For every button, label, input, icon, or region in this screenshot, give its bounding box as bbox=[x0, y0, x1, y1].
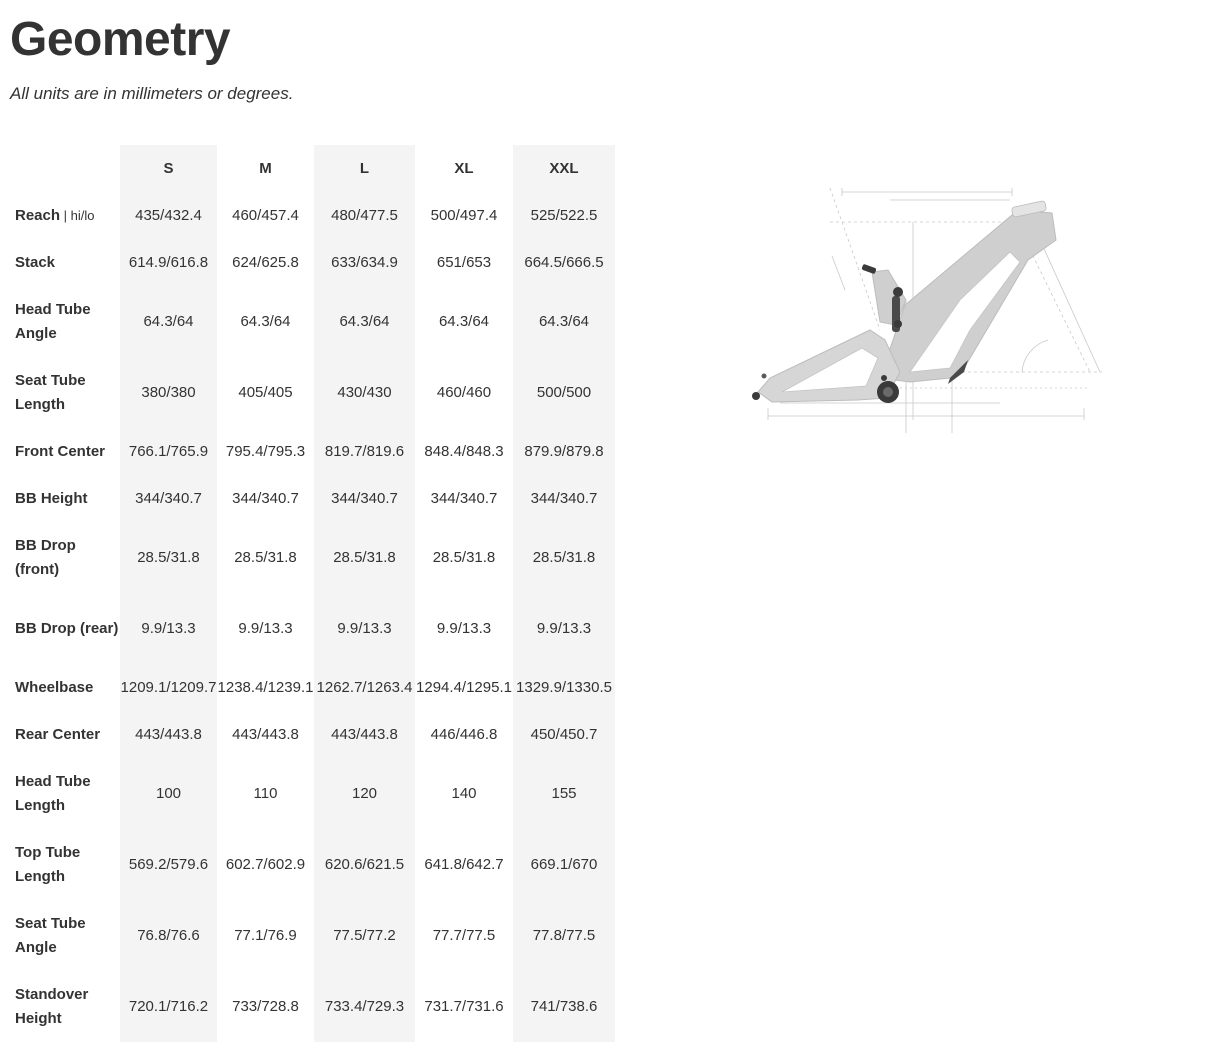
row-label bbox=[10, 192, 120, 239]
table-cell: 460/460 bbox=[436, 384, 492, 401]
row-label: BB Drop (rear) bbox=[15, 619, 119, 637]
size-header: XXL bbox=[549, 160, 579, 177]
table-cell: 28.5/31.8 bbox=[532, 549, 596, 566]
table-cell: 435/432.4 bbox=[135, 207, 202, 224]
table-cell: 380/380 bbox=[141, 384, 196, 401]
geometry-diagram bbox=[745, 178, 1115, 440]
table-cell: 651/653 bbox=[436, 254, 492, 271]
table-cell: 9.9/13.3 bbox=[536, 620, 592, 637]
geometry-table bbox=[10, 145, 615, 1042]
table-cell: 64.3/64 bbox=[438, 313, 490, 330]
table-cell: 766.1/765.9 bbox=[128, 443, 209, 460]
table-cell: 641.8/642.7 bbox=[424, 856, 504, 873]
table-cell: 64.3/64 bbox=[538, 313, 590, 330]
table-cell: 848.4/848.3 bbox=[424, 443, 504, 460]
row-label: Head Tube Length bbox=[15, 772, 91, 814]
table-row bbox=[10, 475, 615, 522]
table-cell: 569.2/579.6 bbox=[128, 856, 209, 873]
table-cell: 819.7/819.6 bbox=[324, 443, 405, 460]
table-cell: 1329.9/1330.5 bbox=[516, 679, 612, 696]
table-cell: 110 bbox=[253, 785, 278, 802]
table-row bbox=[10, 758, 615, 829]
row-label: Wheelbase bbox=[15, 678, 94, 696]
table-row bbox=[10, 192, 615, 239]
table-cell: 28.5/31.8 bbox=[137, 549, 200, 566]
table-cell: 1294.4/1295.1 bbox=[416, 679, 512, 696]
row-label: Front Center bbox=[15, 442, 105, 460]
table-cell: 1209.1/1209.7 bbox=[120, 679, 217, 696]
table-cell: 443/443.8 bbox=[232, 726, 299, 743]
size-header: M bbox=[259, 160, 272, 177]
table-cell: 344/340.7 bbox=[331, 490, 398, 507]
table-row bbox=[10, 239, 615, 286]
header-spacer bbox=[10, 145, 120, 192]
row-label-note: | hi/lo bbox=[60, 207, 95, 223]
table-cell: 76.8/76.6 bbox=[137, 927, 200, 944]
row-label: BB Drop (front) bbox=[15, 536, 76, 578]
table-row bbox=[10, 711, 615, 758]
table-cell: 77.7/77.5 bbox=[432, 927, 496, 944]
table-cell: 1262.7/1263.4 bbox=[316, 679, 413, 696]
table-cell: 64.3/64 bbox=[339, 313, 390, 330]
table-cell: 1238.4/1239.1 bbox=[217, 679, 314, 696]
table-cell: 500/497.4 bbox=[430, 207, 498, 224]
table-cell: 879.9/879.8 bbox=[524, 443, 604, 460]
table-cell: 77.8/77.5 bbox=[532, 927, 596, 944]
table-cell: 64.3/64 bbox=[240, 313, 291, 330]
table-row bbox=[10, 900, 615, 971]
row-label: Head Tube Angle bbox=[15, 300, 91, 342]
size-header: S bbox=[163, 160, 174, 177]
table-cell: 28.5/31.8 bbox=[333, 549, 396, 566]
row-label: Stack bbox=[15, 253, 56, 271]
table-cell: 795.4/795.3 bbox=[225, 443, 306, 460]
table-cell: 731.7/731.6 bbox=[424, 998, 504, 1015]
table-cell: 100 bbox=[155, 785, 182, 802]
table-cell: 405/405 bbox=[238, 384, 293, 401]
size-header: XL bbox=[454, 160, 474, 177]
table-cell: 500/500 bbox=[536, 384, 592, 401]
table-cell: 620.6/621.5 bbox=[324, 856, 405, 873]
row-label-text: Reach bbox=[15, 206, 61, 224]
table-cell: 344/340.7 bbox=[430, 490, 498, 507]
table-cell: 733/728.8 bbox=[232, 998, 299, 1015]
bike-frame-icon bbox=[745, 178, 1115, 440]
row-label: Seat Tube Length bbox=[15, 371, 86, 413]
row-label: BB Height bbox=[15, 489, 88, 507]
table-cell: 77.1/76.9 bbox=[234, 927, 297, 944]
table-row bbox=[10, 522, 615, 593]
table-cell: 140 bbox=[451, 785, 477, 802]
table-cell: 720.1/716.2 bbox=[128, 998, 209, 1015]
table-cell: 443/443.8 bbox=[331, 726, 398, 743]
table-cell: 525/522.5 bbox=[530, 207, 598, 224]
table-cell: 602.7/602.9 bbox=[225, 856, 306, 873]
table-cell: 344/340.7 bbox=[135, 490, 202, 507]
table-row bbox=[10, 593, 615, 664]
table-cell: 633/634.9 bbox=[331, 254, 398, 271]
table-cell: 614.9/616.8 bbox=[128, 254, 209, 271]
table-cell: 9.9/13.3 bbox=[238, 620, 293, 637]
table-row bbox=[10, 829, 615, 900]
row-label: Seat Tube Angle bbox=[15, 914, 86, 956]
table-cell: 344/340.7 bbox=[232, 490, 299, 507]
table-cell: 9.9/13.3 bbox=[436, 620, 492, 637]
row-label: Rear Center bbox=[15, 725, 101, 743]
table-cell: 9.9/13.3 bbox=[141, 620, 196, 637]
table-cell: 28.5/31.8 bbox=[234, 549, 297, 566]
row-label: Standover Height bbox=[15, 985, 89, 1027]
row-label: Top Tube Length bbox=[15, 843, 81, 885]
table-cell: 446/446.8 bbox=[430, 726, 498, 743]
table-cell: 443/443.8 bbox=[135, 726, 202, 743]
table-row bbox=[10, 357, 615, 428]
table-cell: 64.3/64 bbox=[143, 313, 194, 330]
table-cell: 664.5/666.5 bbox=[524, 254, 604, 271]
table-cell: 733.4/729.3 bbox=[324, 998, 405, 1015]
table-cell: 344/340.7 bbox=[530, 490, 598, 507]
page-subtitle: All units are in millimeters or degrees. bbox=[10, 84, 294, 103]
table-cell: 28.5/31.8 bbox=[432, 549, 496, 566]
table-cell: 741/738.6 bbox=[530, 998, 598, 1015]
table-row bbox=[10, 428, 615, 475]
table-cell: 9.9/13.3 bbox=[337, 620, 392, 637]
size-header: L bbox=[359, 160, 370, 177]
table-cell: 624/625.8 bbox=[232, 254, 299, 271]
table-cell: 480/477.5 bbox=[331, 207, 398, 224]
table-cell: 120 bbox=[351, 785, 378, 802]
table-row bbox=[10, 664, 615, 711]
table-cell: 77.5/77.2 bbox=[333, 927, 396, 944]
table-row bbox=[10, 286, 615, 357]
table-row bbox=[10, 971, 615, 1042]
table-cell: 669.1/670 bbox=[530, 856, 598, 873]
size-header-row bbox=[10, 145, 615, 192]
table-cell: 450/450.7 bbox=[530, 726, 598, 743]
table-cell: 155 bbox=[551, 785, 577, 802]
table-cell: 430/430 bbox=[337, 384, 392, 401]
page-title: Geometry bbox=[10, 13, 231, 66]
frame-shape bbox=[752, 201, 1056, 403]
table-cell: 460/457.4 bbox=[232, 207, 299, 224]
